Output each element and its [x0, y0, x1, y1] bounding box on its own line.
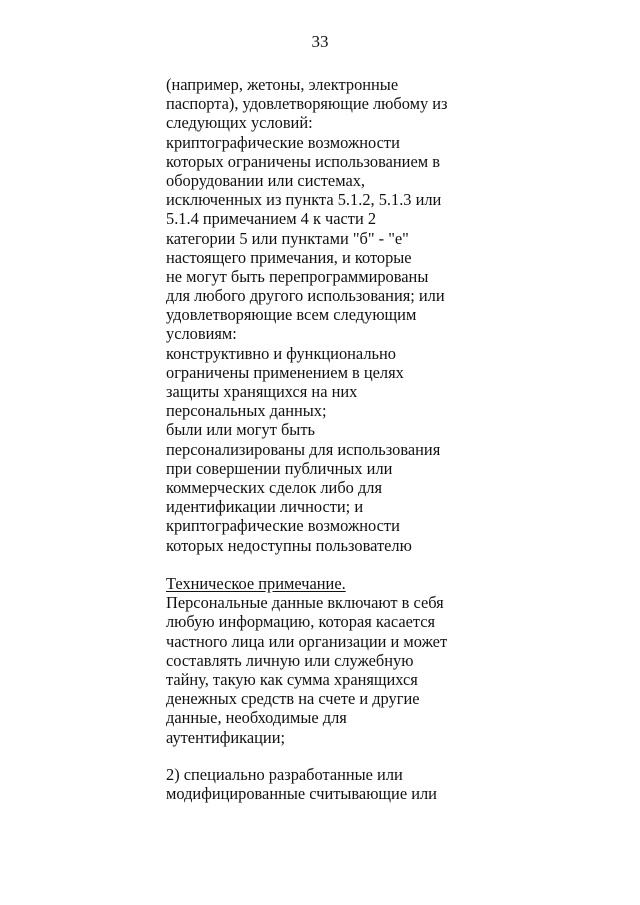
text-line: 5.1.4 примечанием 4 к части 2	[166, 209, 377, 229]
list-item-2	[166, 765, 466, 803]
page-number: 33	[311, 32, 329, 51]
text-line: при совершении публичных или	[166, 458, 393, 478]
text-line: для любого другого использования; или	[166, 286, 445, 306]
text-line: данные, необходимые для	[166, 708, 347, 728]
text-line: защиты хранящихся на них	[166, 382, 358, 401]
text-line: идентификации личности; и	[166, 497, 364, 517]
text-line: персонализированы для использования	[166, 439, 441, 459]
text-line: 2) специально разработанные или	[166, 765, 403, 784]
text-line: не могут быть перепрограммированы	[166, 266, 429, 286]
text-line: следующих условий:	[166, 113, 313, 133]
technical-note-heading-text: Техническое примечание.	[166, 574, 346, 593]
text-line: паспорта), удовлетворяющие любому из	[166, 94, 448, 114]
text-line: аутентификации;	[166, 727, 286, 747]
technical-note-heading	[166, 574, 466, 593]
text-line: условиям:	[166, 324, 237, 344]
text-line: оборудовании или системах,	[166, 170, 366, 190]
text-line: ограничены применением в целях	[166, 362, 404, 382]
text-line: частного лица или организации и может	[166, 631, 448, 651]
text-line: настоящего примечания, и которые	[166, 247, 412, 267]
text-line: тайну, такую как сумма хранящихся	[166, 669, 418, 689]
main-paragraph	[166, 75, 466, 555]
technical-note	[166, 574, 466, 747]
text-line: составлять личную или служебную	[166, 650, 414, 670]
text-line: были или могут быть	[166, 420, 315, 440]
text-line: коммерческих сделок либо для	[166, 477, 383, 497]
text-line: категории 5 или пунктами "б" - "е"	[166, 228, 409, 248]
text-line: криптографические возможности	[166, 132, 400, 152]
text-line: персональных данных;	[166, 401, 327, 421]
text-line: удовлетворяющие всем следующим	[166, 305, 417, 325]
text-line: Персональные данные включают в себя	[166, 593, 444, 613]
text-line: которых ограничены использованием в	[166, 151, 440, 171]
text-line: конструктивно и функционально	[166, 343, 396, 363]
text-line: денежных средств на счете и другие	[166, 689, 420, 709]
text-line: модифицированные считывающие или	[166, 784, 437, 804]
text-line: криптографические возможности	[166, 516, 400, 536]
text-line: (например, жетоны, электронные	[166, 75, 399, 94]
text-line: которых недоступны пользователю	[166, 535, 412, 555]
text-line: исключенных из пункта 5.1.2, 5.1.3 или	[166, 190, 442, 210]
text-line: любую информацию, которая касается	[166, 612, 436, 632]
